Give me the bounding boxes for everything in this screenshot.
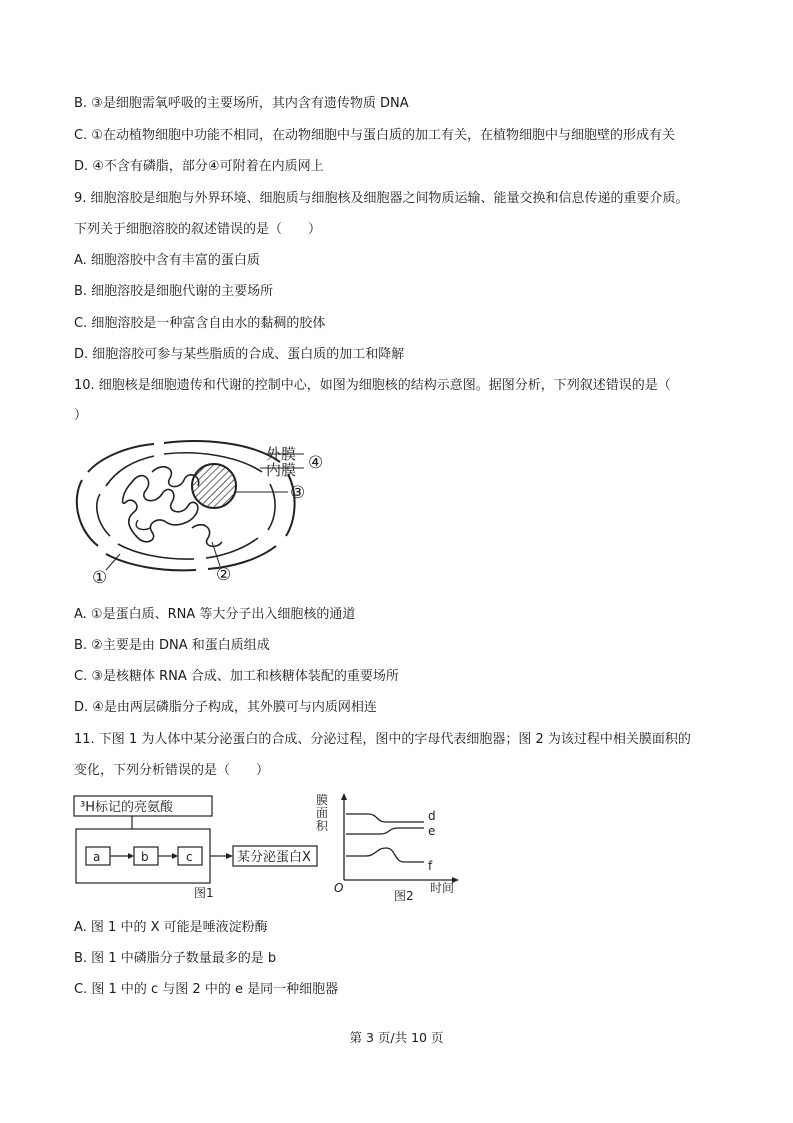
figure-2-membrane-area <box>310 792 470 904</box>
option-9D: D. 细胞溶胶可参与某些脂质的合成、蛋白质的加工和降解 <box>74 347 405 362</box>
ylabel-char-2: 面 <box>316 806 329 820</box>
option-8B: B. ③是细胞需氧呼吸的主要场所，其内含有遗传物质 DNA <box>74 96 409 111</box>
option-10D: D. ④是由两层磷脂分子构成，其外膜可与内质网相连 <box>74 700 377 715</box>
curve-label-d: d <box>428 809 436 823</box>
page-footer: 第 3 页/共 10 页 <box>349 1030 444 1045</box>
curve-label-f: f <box>428 859 433 873</box>
option-10C: C. ③是核糖体 RNA 合成、加工和核糖体装配的重要场所 <box>74 669 399 684</box>
organelle-b: b <box>141 850 149 864</box>
curve-label-e: e <box>428 824 436 838</box>
question-10-stem-1: 10. 细胞核是细胞遗传和代谢的控制中心，如图为细胞核的结构示意图。据图分析，下列叙述错误的是（ <box>74 378 671 393</box>
xlabel-time: 时间 <box>430 881 455 895</box>
question-9-stem-2: 下列关于细胞溶胶的叙述错误的是（ ） <box>74 222 322 237</box>
question-11-stem-1: 11. 下图 1 为人体中某分泌蛋白的合成、分泌过程，图中的字母代表细胞器；图 2 为该过程中相关膜面积的 <box>74 732 691 747</box>
question-11-stem-2: 变化，下列分析错误的是（ ） <box>74 763 270 778</box>
organelle-c: c <box>186 850 193 864</box>
option-11B: B. 图 1 中磷脂分子数量最多的是 b <box>74 951 277 966</box>
figure-1-secretion-flow <box>72 793 322 901</box>
option-8C: C. ①在动植物细胞中功能不相同，在动物细胞中与蛋白质的加工有关，在植物细胞中与细胞壁的形成有关 <box>74 128 675 143</box>
label-3h-leucine: ³H标记的亮氨酸 <box>80 800 173 815</box>
option-10B: B. ②主要是由 DNA 和蛋白质组成 <box>74 638 270 653</box>
label-3: ③ <box>290 483 306 503</box>
label-secretory-protein: 某分泌蛋白X <box>237 850 311 865</box>
option-9B: B. 细胞溶胶是细胞代谢的主要场所 <box>74 284 274 299</box>
origin-label: O <box>334 881 344 895</box>
ylabel-char-1: 膜 <box>316 793 329 807</box>
option-8D: D. ④不含有磷脂，部分④可附着在内质网上 <box>74 159 324 174</box>
label-1: ① <box>92 568 108 588</box>
question-10-stem-2: ） <box>74 408 88 423</box>
figure-2-caption: 图2 <box>394 889 414 903</box>
figure-1-caption: 图1 <box>194 886 214 900</box>
nucleus-diagram <box>62 432 342 588</box>
organelle-a: a <box>93 850 101 864</box>
label-inner-membrane: 内膜 <box>266 461 297 479</box>
label-2: ② <box>216 565 232 585</box>
label-4: ④ <box>308 453 324 473</box>
option-11C: C. 图 1 中的 c 与图 2 中的 e 是同一种细胞器 <box>74 982 339 997</box>
option-9A: A. 细胞溶胶中含有丰富的蛋白质 <box>74 253 260 268</box>
label-outer-membrane: 外膜 <box>266 445 297 463</box>
option-9C: C. 细胞溶胶是一种富含自由水的黏稠的胶体 <box>74 316 326 331</box>
ylabel-char-3: 积 <box>316 819 329 833</box>
question-9-stem-1: 9. 细胞溶胶是细胞与外界环境、细胞质与细胞核及细胞器之间物质运输、能量交换和信息传递的重要介质。 <box>74 191 689 206</box>
option-10A: A. ①是蛋白质、RNA 等大分子出入细胞核的通道 <box>74 607 356 622</box>
option-11A: A. 图 1 中的 X 可能是唾液淀粉酶 <box>74 920 268 935</box>
